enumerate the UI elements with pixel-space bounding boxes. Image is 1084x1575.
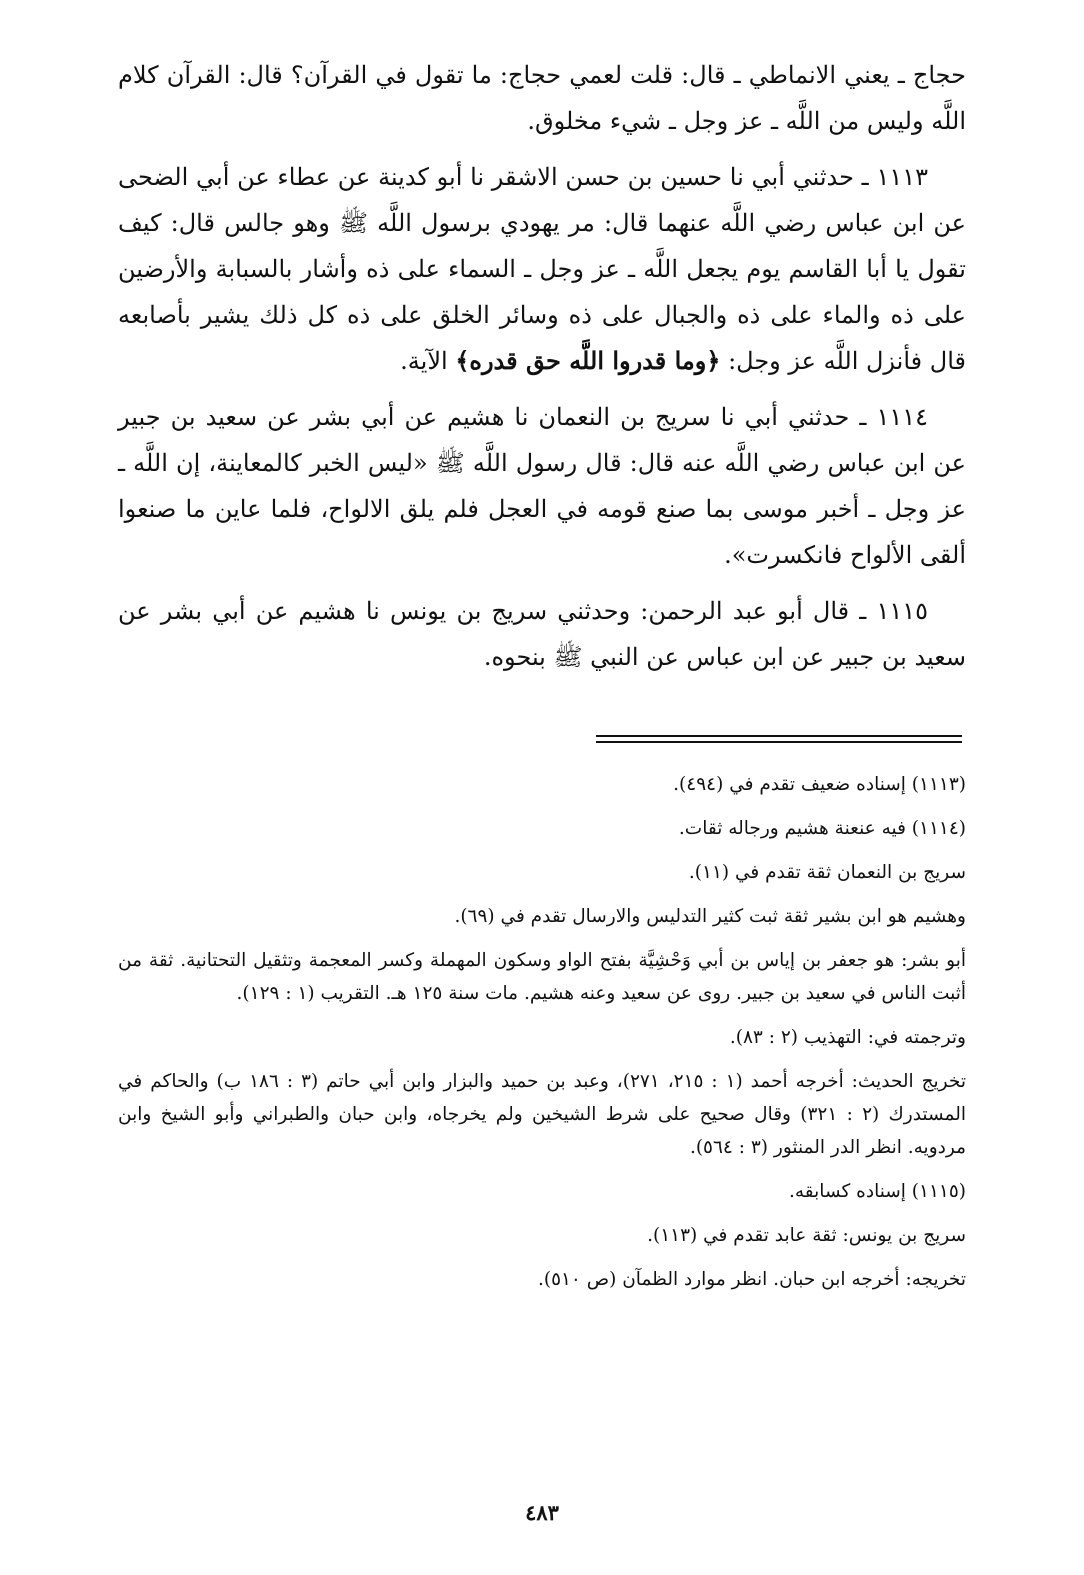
paragraph-hadith-1115: ١١١٥ ـ قال أبو عبد الرحمن: وحدثني سريج بن يونس نا هشيم عن أبي بشر عن سعيد بن جبير عن ابن عباس عن النبي ﷺ بنحوه. — [118, 597, 966, 671]
footnote: تخريج الحديث: أخرجه أحمد (١ : ٢١٥، ٢٧١)، وعبد بن حميد والبزار وابن أبي حاتم (٣ : ١٨٦ ب) والحاكم في المستدرك (٢ : ٣٢١) وقال صحيح على شرط الشيخين ولم يخرجاه، وابن حبان والطبراني وأبو الشيخ وابن مردويه. انظر الدر المنثور (٣ : ٥٦٤). — [118, 1071, 966, 1158]
paragraph-hadith-1114: ١١١٤ ـ حدثني أبي نا سريج بن النعمان نا هشيم عن أبي بشر عن سعيد بن جبير عن ابن عباس رضي اللَّه عنه قال: قال رسول اللَّه ﷺ «ليس الخبر كالمعاينة، إن اللَّه ـ عز وجل ـ أخبر موسى بما صنع قومه في العجل فلم يلق الالواح، فلما عاين ما صنعوا ألقى الألواح فانكسرت». — [118, 403, 966, 569]
hadith-1113-text: ١١١٣ ـ حدثني أبي نا حسين بن حسن الاشقر نا أبو كدينة عن عطاء عن أبي الضحى عن ابن عباس رضي اللَّه عنهما قال: مر يهودي برسول اللَّه ﷺ وهو جالس قال: كيف تقول يا أبا القاسم يوم يجعل اللَّه ـ عز وجل ـ السماء على ذه وأشار بالسبابة والأرضين على ذه والماء على ذه والجبال على ذه وسائر الخلق على ذه كل ذلك يشير بأصابعه قال فأنزل اللَّه عز وجل: — [118, 163, 966, 375]
footnote: سريج بن يونس: ثقة عابد تقدم في (١١٣). — [647, 1225, 966, 1246]
footnote-divider-bottom — [596, 741, 962, 743]
paragraph-hadith-1113 — [118, 154, 966, 384]
footnote: (١١١٥) إسناده كسابقه. — [789, 1181, 966, 1202]
paragraph-continuation: حجاج ـ يعني الانماطي ـ قال: قلت لعمي حجاج: ما تقول في القرآن؟ قال: القرآن كلام اللَّه وليس من اللَّه ـ عز وجل ـ شيء مخلوق. — [118, 61, 966, 135]
page-number: ٤٨٣ — [525, 1500, 559, 1525]
footnote: وهشيم هو ابن بشير ثقة ثبت كثير التدليس والارسال تقدم في (٦٩). — [454, 906, 966, 927]
main-text — [118, 52, 966, 680]
hadith-1113-end: الآية. — [400, 347, 456, 375]
footnote: تخريجه: أخرجه ابن حبان. انظر موارد الظمآن (ص ٥١٠). — [537, 1269, 966, 1290]
footnote: (١١١٣) إسناده ضعيف تقدم في (٤٩٤). — [673, 774, 966, 795]
footnote: أبو بشر: هو جعفر بن إياس بن أبي وَحْشِيَّة بفتح الواو وسكون المهملة وكسر المعجمة وتثقيل التحتانية. ثقة من أثبت الناس في سعيد بن جبير. روى عن سعيد وعنه هشيم. مات سنة ١٢٥ هـ. التقريب (١ : ١٢٩). — [118, 950, 966, 1004]
quran-quote: ﴿وما قدروا اللَّه حق قدره﴾ — [455, 346, 721, 375]
footnote: وترجمته في: التهذيب (٢ : ٨٣). — [729, 1027, 966, 1048]
footnotes — [118, 768, 966, 1307]
footnote: سريج بن النعمان ثقة تقدم في (١١). — [688, 862, 966, 883]
footnote: (١١١٤) فيه عنعنة هشيم ورجاله ثقات. — [678, 818, 966, 839]
footnote-divider-top — [596, 735, 962, 737]
